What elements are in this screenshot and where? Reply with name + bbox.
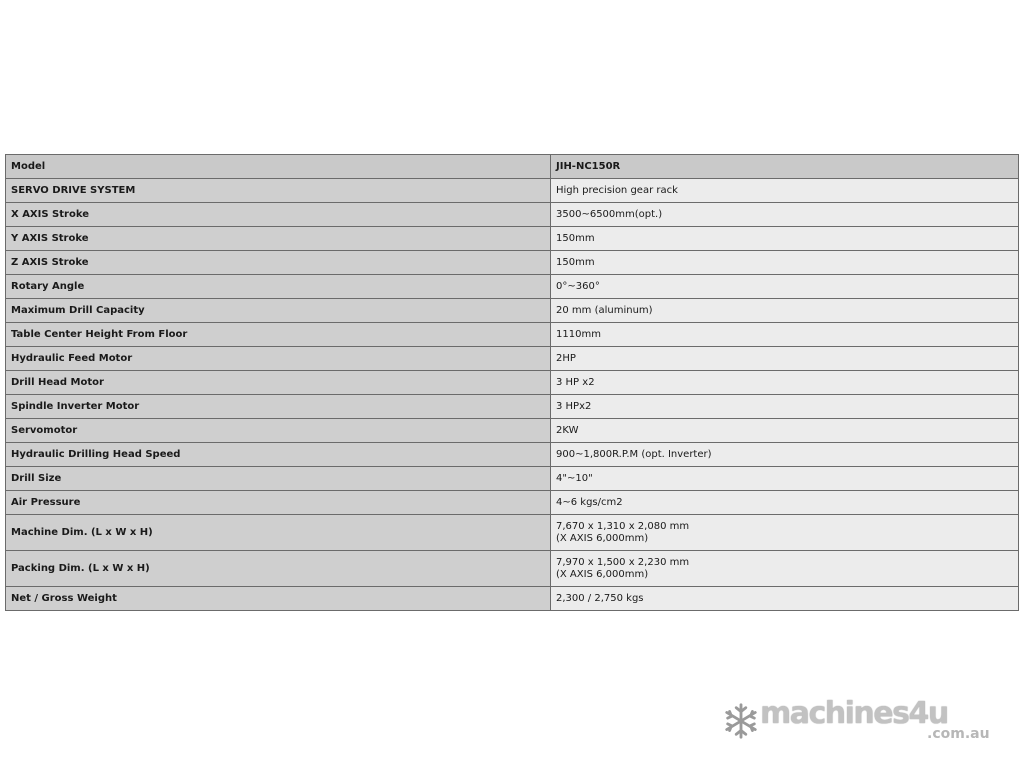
- spec-value: 1110mm: [556, 328, 601, 340]
- spec-table-body: [6, 155, 1019, 611]
- watermark-name: machines4u: [760, 696, 948, 731]
- table-row: [6, 491, 1019, 515]
- spec-label: Drill Size: [6, 467, 551, 491]
- spec-value-cell: [551, 275, 1019, 299]
- spec-label: Packing Dim. (L x W x H): [6, 551, 551, 587]
- table-row: [6, 227, 1019, 251]
- spec-value-cell: [551, 299, 1019, 323]
- spec-value: 20 mm (aluminum): [556, 304, 653, 316]
- table-row: [6, 323, 1019, 347]
- spec-label: Rotary Angle: [6, 275, 551, 299]
- table-row: [6, 551, 1019, 587]
- spec-value-cell: [551, 467, 1019, 491]
- spec-label: Machine Dim. (L x W x H): [6, 515, 551, 551]
- spec-value-cell: [551, 323, 1019, 347]
- table-row: [6, 587, 1019, 611]
- spec-value-cell: [551, 179, 1019, 203]
- spec-value: High precision gear rack: [556, 184, 678, 196]
- spec-value-cell: [551, 515, 1019, 551]
- spec-value: 4"~10": [556, 472, 593, 484]
- spec-label: Hydraulic Feed Motor: [6, 347, 551, 371]
- table-row: [6, 371, 1019, 395]
- spec-label: Spindle Inverter Motor: [6, 395, 551, 419]
- spec-value-cell: [551, 371, 1019, 395]
- table-row: [6, 203, 1019, 227]
- spec-table: [5, 154, 1019, 611]
- spec-value-cell: [551, 443, 1019, 467]
- header-label: Model: [6, 155, 551, 179]
- table-row: [6, 275, 1019, 299]
- spec-value-cell: [551, 347, 1019, 371]
- spec-value-cell: [551, 251, 1019, 275]
- table-header-row: [6, 155, 1019, 179]
- spec-value: 3 HP x2: [556, 376, 595, 388]
- table-row: [6, 299, 1019, 323]
- spec-label: Drill Head Motor: [6, 371, 551, 395]
- snowflake-logo-icon: [722, 702, 760, 740]
- spec-value-cell: [551, 395, 1019, 419]
- spec-label: Hydraulic Drilling Head Speed: [6, 443, 551, 467]
- spec-value: 3500~6500mm(opt.): [556, 208, 663, 220]
- spec-value: 2HP: [556, 352, 576, 364]
- table-row: [6, 515, 1019, 551]
- table-row: [6, 179, 1019, 203]
- spec-value: 7,670 x 1,310 x 2,080 mm: [556, 520, 690, 532]
- spec-value: 4~6 kgs/cm2: [556, 496, 623, 508]
- spec-value-secondary: (X AXIS 6,000mm): [556, 568, 649, 580]
- spec-label: Maximum Drill Capacity: [6, 299, 551, 323]
- spec-value: 2,300 / 2,750 kgs: [556, 592, 644, 604]
- spec-value: 150mm: [556, 256, 595, 268]
- spec-value: 2KW: [556, 424, 579, 436]
- spec-value-cell: [551, 491, 1019, 515]
- spec-value-cell: [551, 227, 1019, 251]
- table-row: [6, 347, 1019, 371]
- table-row: [6, 419, 1019, 443]
- watermark-domain: .com.au: [927, 726, 990, 742]
- spec-value: 7,970 x 1,500 x 2,230 mm: [556, 556, 690, 568]
- spec-value-cell: [551, 587, 1019, 611]
- spec-label: Y AXIS Stroke: [6, 227, 551, 251]
- spec-value: 150mm: [556, 232, 595, 244]
- table-row: [6, 251, 1019, 275]
- spec-value: 0°~360°: [556, 280, 600, 292]
- header-value: JIH-NC150R: [551, 155, 1019, 179]
- spec-value: 900~1,800R.P.M (opt. Inverter): [556, 448, 712, 460]
- spec-label: Net / Gross Weight: [6, 587, 551, 611]
- table-row: [6, 467, 1019, 491]
- table-row: [6, 395, 1019, 419]
- machines4u-watermark: [722, 696, 992, 744]
- spec-value-cell: [551, 419, 1019, 443]
- spec-label: Table Center Height From Floor: [6, 323, 551, 347]
- spec-label: Servomotor: [6, 419, 551, 443]
- spec-label: X AXIS Stroke: [6, 203, 551, 227]
- spec-value-cell: [551, 551, 1019, 587]
- spec-label: Air Pressure: [6, 491, 551, 515]
- spec-label: SERVO DRIVE SYSTEM: [6, 179, 551, 203]
- spec-label: Z AXIS Stroke: [6, 251, 551, 275]
- spec-value-cell: [551, 203, 1019, 227]
- spec-value-secondary: (X AXIS 6,000mm): [556, 532, 649, 544]
- spec-value: 3 HPx2: [556, 400, 592, 412]
- table-row: [6, 443, 1019, 467]
